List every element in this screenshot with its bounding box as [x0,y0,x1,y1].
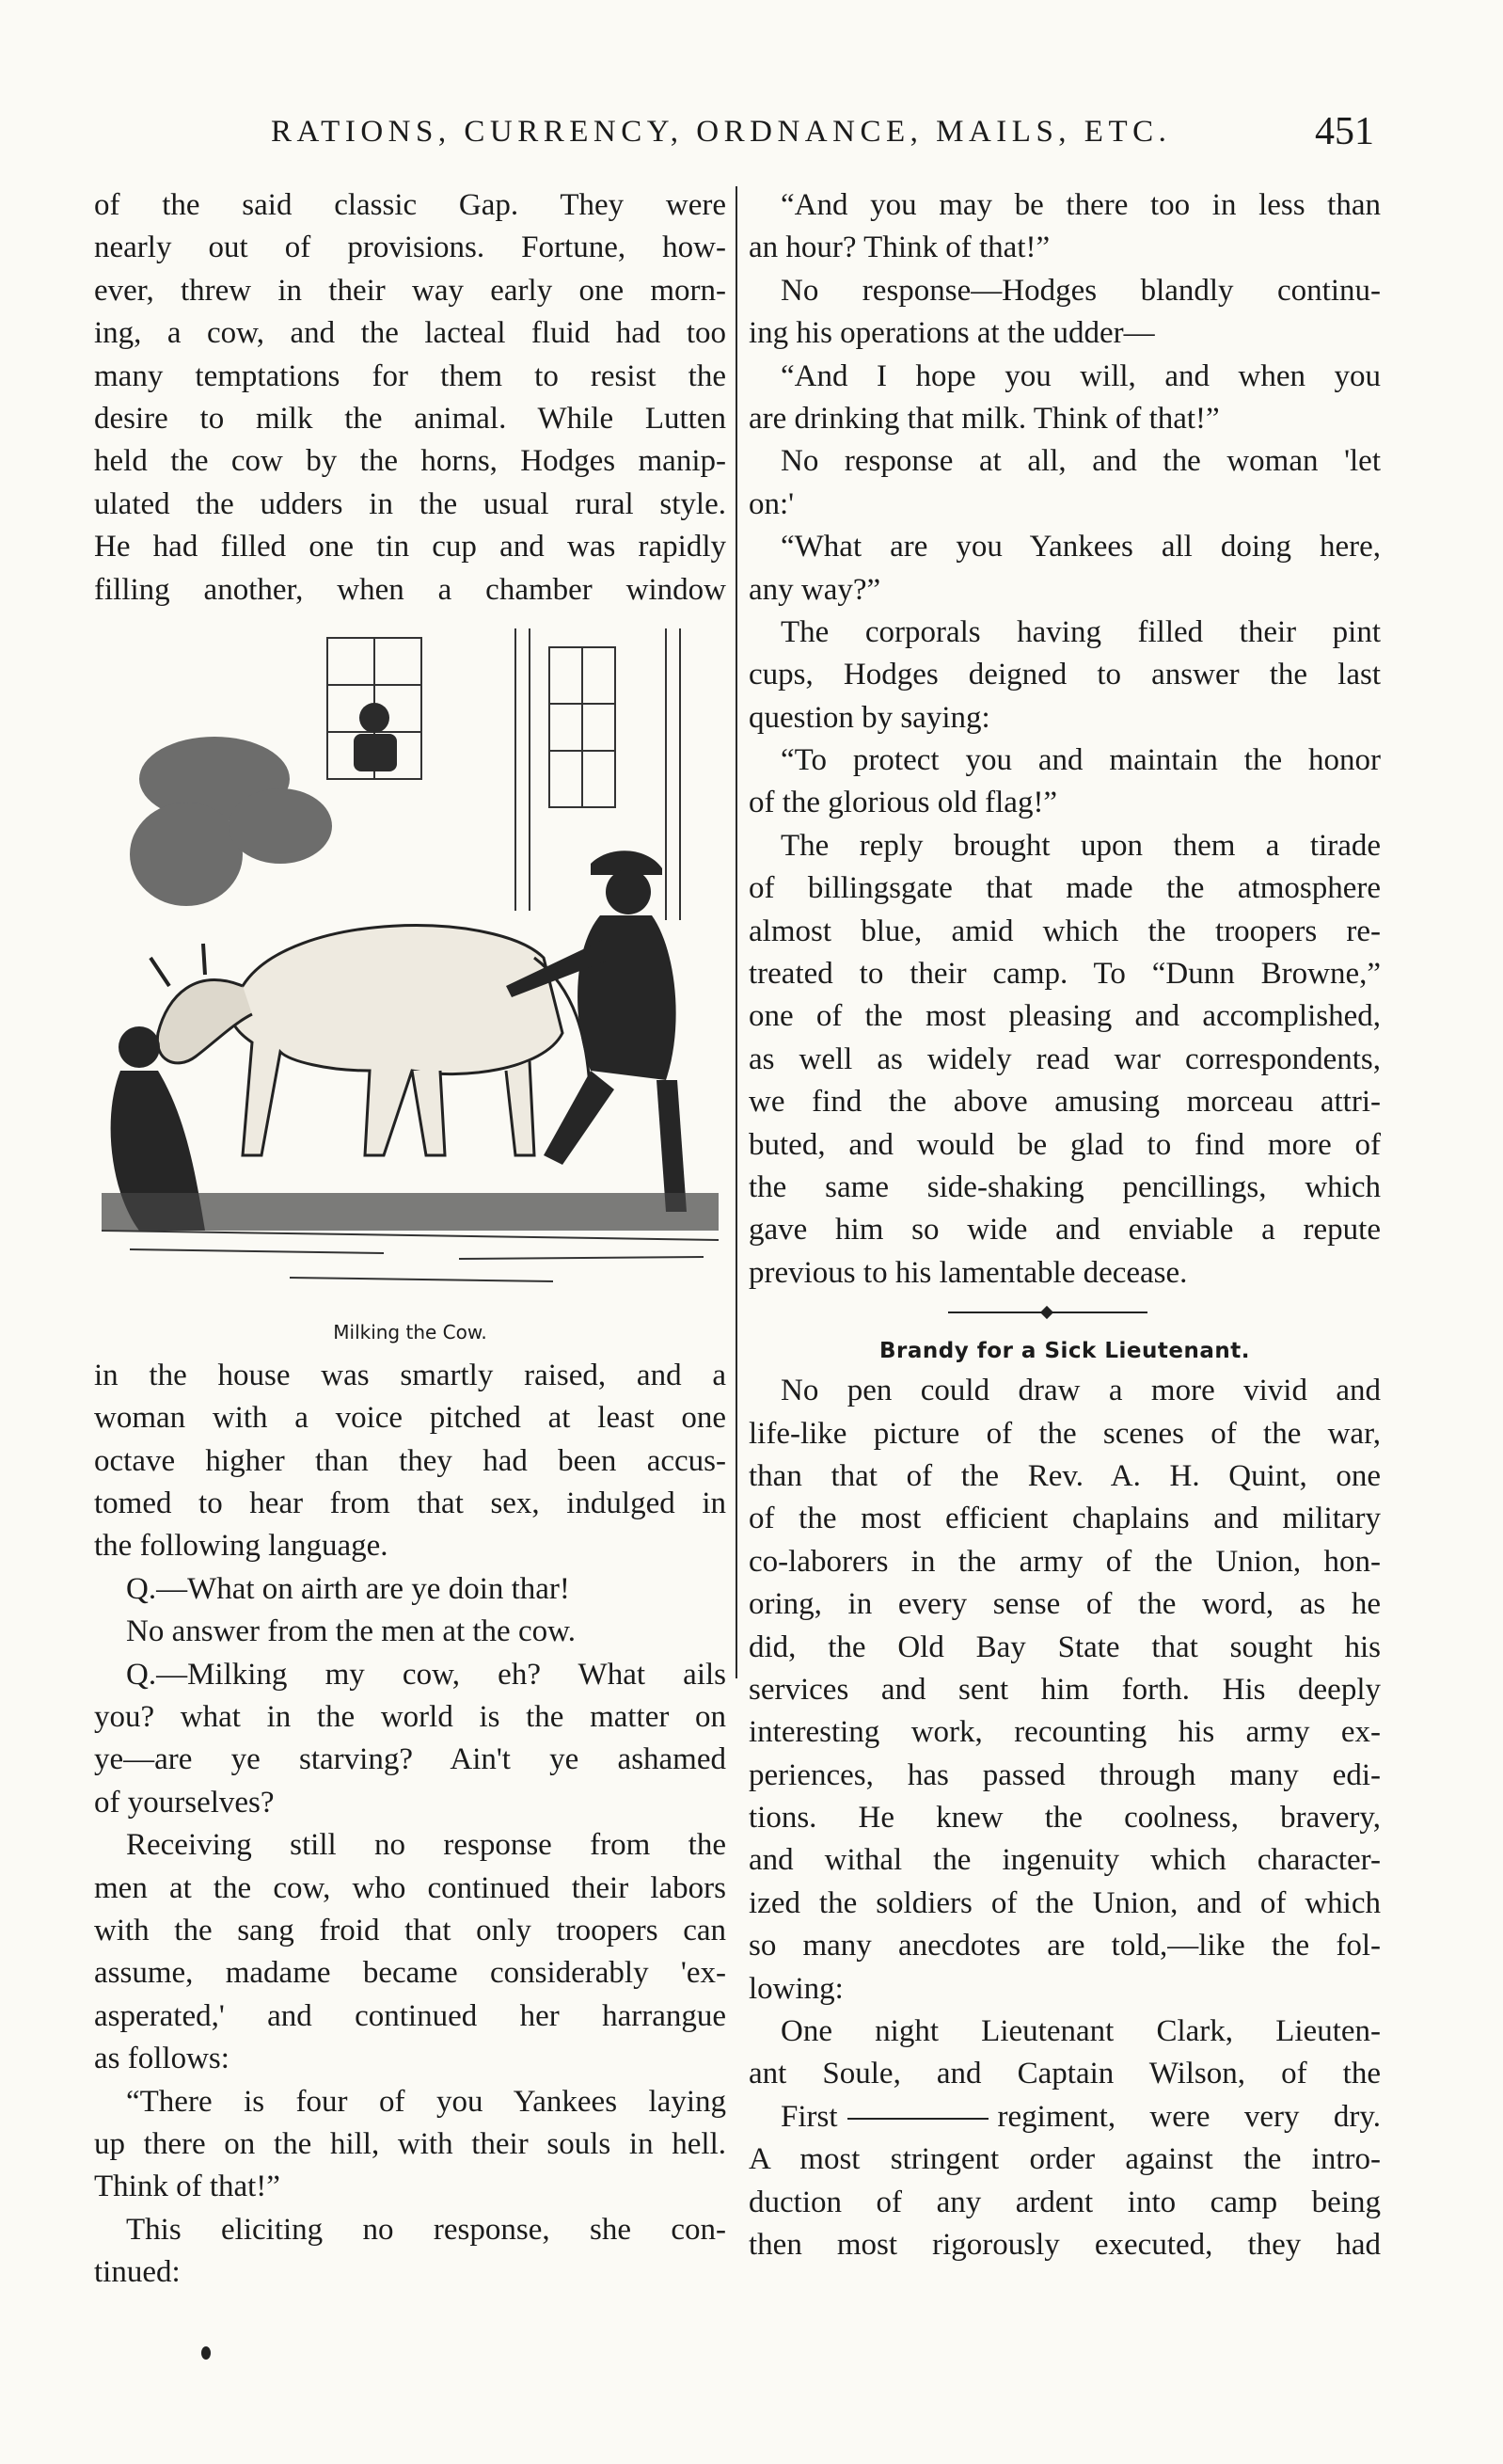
text-line: than that of the Rev. A. H. Quint, one [749,1458,1381,1493]
text-line: ing, a cow, and the lacteal fluid had too [94,316,726,351]
text-line: tomed to hear from that sex, indulged in [94,1486,726,1521]
text-line: duction of any ardent into camp being [749,2185,1381,2219]
text-line: as well as widely read war correspondents, [749,1041,1381,1076]
text-line: you? what in the world is the matter on [94,1700,726,1735]
text-line: interesting work, recounting his army ex- [749,1715,1381,1750]
illustration-milking-the-cow [94,628,726,1355]
text-line: and withal the ingenuity which character- [749,1843,1381,1878]
text-line: This eliciting no response, she con- [126,2212,726,2247]
text-line: ing his operations at the udder— [749,316,1155,351]
text-line: woman with a voice pitched at least one [94,1401,726,1436]
text-line: many temptations for them to resist the [94,358,726,393]
text-line: with the sang froid that only troopers can [94,1913,726,1947]
text-line: so many anecdotes are told,—like the fol- [749,1929,1381,1963]
text-line: life-like picture of the scenes of the war, [749,1416,1381,1451]
left-column-top-text [94,184,726,612]
text-line: “To protect you and maintain the honor [781,743,1381,778]
text-line: cups, Hodges deigned to answer the last [749,658,1381,692]
text-line: of billingsgate that made the atmosphere [749,871,1381,906]
text-line: co-laborers in the army of the Union, hon- [749,1544,1381,1579]
text-line: filling another, when a chamber window [94,572,726,607]
text-line: question by saying: [749,700,990,735]
text-line: oring, in every sense of the word, as he [749,1587,1381,1622]
text-line: desire to milk the animal. While Lutten [94,401,726,436]
text-line: any way?” [749,572,881,607]
text-line: ye—are ye starving? Ain't ye ashamed [94,1742,726,1777]
text-line: of the glorious old flag!” [749,786,1058,820]
text-line: one of the most pleasing and accomplished, [749,999,1381,1034]
text-line: Think of that!” [94,2170,280,2204]
text-line: previous to his lamentable decease. [749,1255,1188,1290]
right-column-top-text [749,184,1381,1295]
text-line: lowing: [749,1971,844,2006]
text-line: the same side-shaking pencillings, which [749,1169,1381,1204]
text-line: nearly out of provisions. Fortune, how- [94,231,726,265]
text-line: of the said classic Gap. They were [94,188,726,222]
text-line: buted, and would be glad to find more of [749,1127,1381,1162]
text-line: “There is four of you Yankees laying [126,2084,726,2119]
ink-spot [201,2346,211,2360]
text-line: asperated,' and continued her harrangue [94,1998,726,2033]
text-line: assume, madame became considerably 'ex- [94,1956,726,1991]
text-line: men at the cow, who continued their labors [94,1870,726,1905]
text-line: “And I hope you will, and when you [781,358,1381,393]
text-line: tinued: [94,2255,181,2290]
text-line: Q.—Milking my cow, eh? What ails [126,1657,726,1692]
text-line: The reply brought upon them a tirade [781,828,1381,863]
right-column-final-text [749,2138,1381,2266]
text-line: we find the above amusing morceau attri- [749,1085,1381,1120]
text-line: One night Lieutenant Clark, Lieuten- [781,2014,1381,2049]
text-line: on:' [749,486,795,521]
text-line: tions. He knew the coolness, bravery, [749,1801,1381,1836]
text-line: No answer from the men at the cow. [126,1614,577,1649]
text-line: as follows: [94,2042,229,2076]
text-line: treated to their camp. To “Dunn Browne,” [749,957,1381,992]
text-line: No response—Hodges blandly continu- [781,273,1381,308]
text-line: periences, has passed through many edi- [749,1757,1381,1792]
text-line: almost blue, amid which the troopers re- [749,914,1381,948]
text-line: of the most efficient chaplains and military [749,1502,1381,1536]
text-line: “What are you Yankees all doing here, [781,530,1381,564]
running-title: RATIONS, CURRENCY, ORDNANCE, MAILS, ETC. [271,115,1172,149]
text-line: in the house was smartly raised, and a [94,1358,726,1392]
illustration-caption: Milking the Cow. [333,1320,487,1343]
text-line: of yourselves? [94,1785,275,1820]
text-line: services and sent him forth. His deeply [749,1672,1381,1707]
left-column-bottom-text [94,1355,726,2295]
text-line: held the cow by the horns, Hodges manip- [94,444,726,479]
page-header [0,109,1503,156]
text-line: Receiving still no response from the [126,1828,726,1863]
text-line: gave him so wide and enviable a repute [749,1213,1381,1248]
section-heading: Brandy for a Sick Lieutenant. [879,1339,1250,1364]
text-line: are drinking that milk. Think of that!” [749,401,1220,436]
text-line: The corporals having filled their pint [781,614,1381,649]
text-line: an hour? Think of that!” [749,231,1051,265]
text-line: Q.—What on airth are ye doin thar! [126,1571,570,1606]
column-divider [736,186,737,1678]
text-line: No pen could draw a more vivid and [781,1374,1381,1408]
text-line: ever, threw in their way early one morn- [94,273,726,308]
text-line: did, the Old Bay State that sought his [749,1629,1381,1664]
text-line: He had filled one tin cup and was rapidly [94,530,726,564]
right-column-bottom-text [749,1370,1381,2096]
text-line-with-blank: First regiment, were very dry. [781,2099,1381,2134]
text-line: then most rigorously executed, they had [749,2227,1381,2262]
text-line: “And you may be there too in less than [781,188,1381,222]
page-number: 451 [1315,110,1374,153]
text-line: A most stringent order against the intro- [749,2142,1381,2177]
right-column [749,184,1381,2266]
text-line: octave higher than they had been accus- [94,1443,726,1478]
text-line: ant Soule, and Captain Wilson, of the [749,2057,1381,2091]
text-line: No response at all, and the woman 'let [781,444,1381,479]
text-line: the following language. [94,1529,388,1564]
text-line: up there on the hill, with their souls in hell. [94,2126,726,2161]
text-line: ulated the udders in the usual rural style. [94,486,726,521]
section-divider [749,1295,1381,1332]
text-line: ized the soldiers of the Union, and of which [749,1885,1381,1920]
blank-rule [847,2118,989,2120]
left-column [94,184,726,2295]
engraving-image [102,628,719,1302]
